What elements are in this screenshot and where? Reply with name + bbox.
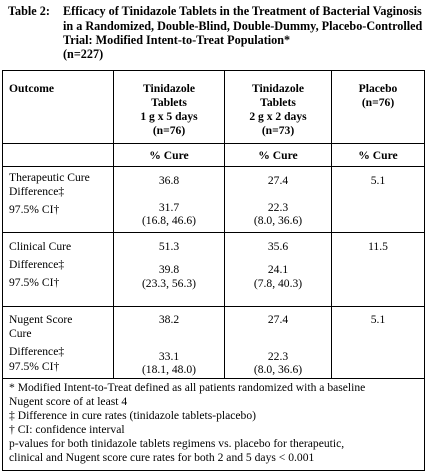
ci-value: (23.3, 56.3)	[141, 277, 197, 290]
cure-value: 27.4	[267, 174, 289, 187]
header-divider	[3, 143, 425, 144]
difference-value: 22.3	[267, 201, 289, 214]
header-col3-line: (n=76)	[361, 96, 395, 109]
row-label: 97.5% CI†	[9, 360, 60, 373]
header-col1-line: Tablets	[151, 96, 187, 109]
row-label: Therapeutic Cure	[9, 171, 90, 184]
header-col2-line: Tinidazole	[252, 82, 304, 95]
row-label: 97.5% CI†	[9, 203, 60, 216]
placebo-value: 5.1	[370, 313, 386, 326]
footnote: ‡ Difference in cure rates (tinidazole tablets-placebo)	[9, 409, 256, 422]
placebo-value: 5.1	[370, 174, 386, 187]
cure-value: 35.6	[267, 240, 289, 253]
ci-value: (7.8, 40.3)	[253, 277, 303, 290]
row-divider-1	[3, 232, 425, 233]
table-title: Efficacy of Tinidazole Tablets in the Treatment of Bacterial Vaginosis in a Randomized, Double-Blind, Double-Dummy, Placebo-Controlled Trial: Modified Intent-to-Treat Population*	[63, 4, 423, 47]
row-label: 97.5% CI†	[9, 276, 60, 289]
header-col2-line: 2 g x 2 days	[249, 110, 307, 123]
subheader-col2: % Cure	[258, 149, 298, 162]
header-col1-line: Tinidazole	[143, 82, 195, 95]
row-label: Clinical Cure	[9, 240, 72, 253]
difference-value: 31.7	[158, 201, 180, 214]
table-body-bottom	[3, 378, 425, 379]
header-outcome: Outcome	[9, 82, 55, 95]
difference-value: 39.8	[158, 263, 180, 276]
table-label: Table 2:	[8, 4, 50, 18]
header-col1-line: 1 g x 5 days	[140, 110, 198, 123]
ci-value: (8.0, 36.6)	[253, 214, 303, 227]
difference-value: 33.1	[158, 350, 180, 363]
placebo-value: 11.5	[368, 240, 388, 253]
footnote: † CI: confidence interval	[9, 423, 125, 436]
header-col3-line: Placebo	[358, 82, 398, 95]
difference-value: 24.1	[267, 263, 289, 276]
footnote: * Modified Intent-to-Treat defined as all patients randomized with a baseline	[9, 381, 366, 394]
ci-value: (16.8, 46.6)	[141, 214, 197, 227]
subheader-divider	[3, 166, 425, 167]
subheader-col1: % Cure	[149, 149, 189, 162]
cure-value: 38.2	[158, 313, 180, 326]
header-col2-line: Tablets	[260, 96, 296, 109]
cure-value: 36.8	[158, 174, 180, 187]
cure-value: 51.3	[158, 240, 180, 253]
ci-value: (8.0, 36.6)	[253, 363, 303, 376]
footnote: clinical and Nugent score cure rates for both 2 and 5 days < 0.001	[9, 451, 315, 464]
footnote: Nugent score of at least 4	[9, 395, 128, 408]
table-population: (n=227)	[63, 47, 104, 61]
header-col1-line: (n=76)	[152, 124, 186, 137]
row-label: Nugent Score	[9, 313, 73, 326]
row-label: Difference‡	[9, 345, 65, 358]
cure-value: 27.4	[267, 313, 289, 326]
header-col2-line: (n=73)	[261, 124, 295, 137]
ci-value: (18.1, 48.0)	[141, 363, 197, 376]
difference-value: 22.3	[267, 350, 289, 363]
row-label: Difference‡	[9, 185, 65, 198]
subheader-col3: % Cure	[358, 149, 398, 162]
col-divider-3	[331, 70, 332, 378]
row-divider-2	[3, 306, 425, 307]
row-label: Cure	[9, 327, 32, 340]
footnote: p-values for both tinidazole tablets regimens vs. placebo for therapeutic,	[9, 437, 345, 450]
row-label: Difference‡	[9, 258, 65, 271]
